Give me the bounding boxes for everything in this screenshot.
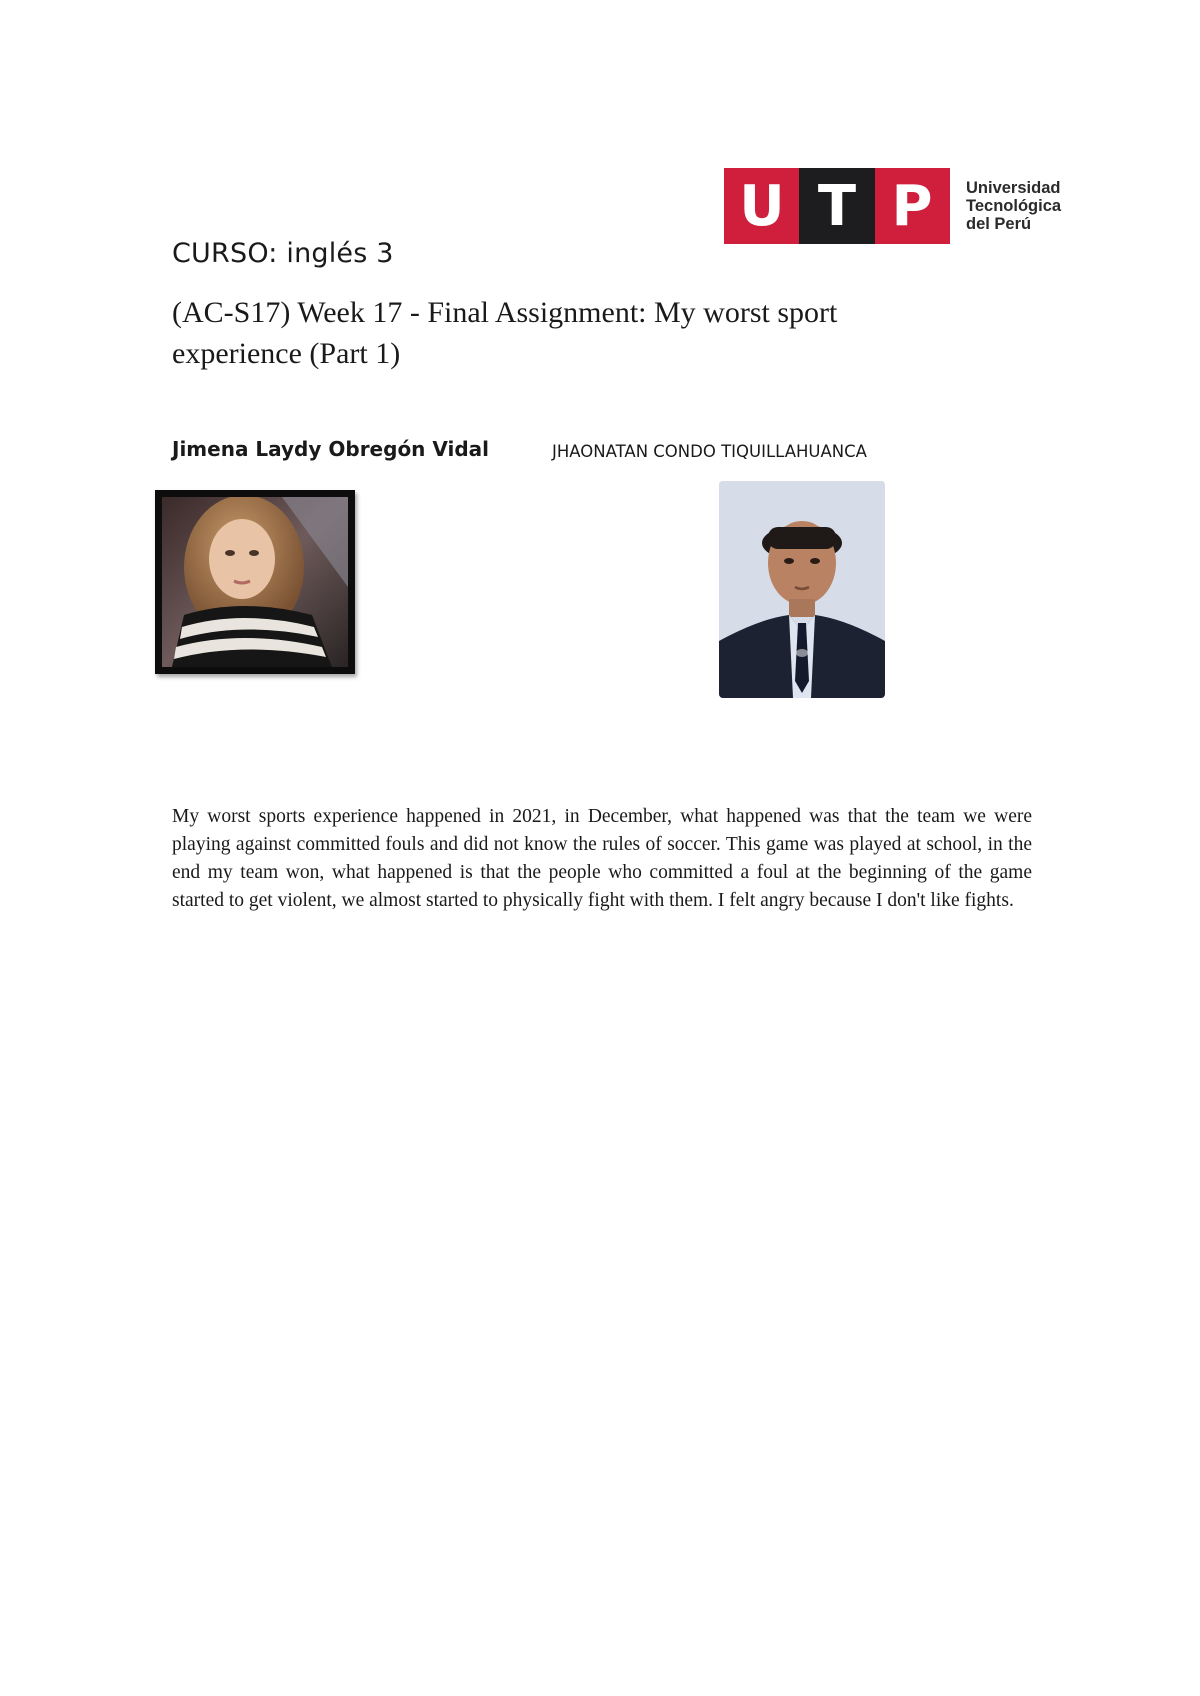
assignment-title: (AC-S17) Week 17 - Final Assignment: My worst sport experience (Part 1) [172, 296, 838, 370]
student-photo-2-image [719, 481, 885, 698]
logo-line-1: Universidad [966, 179, 1061, 197]
student-name-1: Jimena Laydy Obregón Vidal [172, 437, 490, 461]
logo-line-3: del Perú [966, 215, 1032, 233]
student-photo-2 [719, 481, 885, 698]
student-photo-1-image [162, 497, 348, 667]
student-name-2: JHAONATAN CONDO TIQUILLAHUANCA [552, 442, 867, 461]
essay-paragraph: My worst sports experience happened in 2021, in December, what happened was that the team we were playing against committed fouls and did not know the rules of soccer. This game was played at school, in the end my team won, what happened is that the people who committed a foul at the beginning of the game started to get violent, we almost started to physically fight with them. I felt angry because I don't like fights. [172, 806, 1032, 911]
student-photo-1 [155, 490, 355, 674]
logo-line-2: Tecnológica [966, 197, 1062, 215]
logo-letter-p: P [891, 173, 933, 239]
utp-logo [724, 168, 1074, 244]
utp-logo-wordmark [966, 179, 1061, 233]
logo-letter-t: T [799, 168, 875, 244]
logo-letter-u: U [739, 173, 785, 239]
course-heading: CURSO: inglés 3 [172, 238, 394, 269]
utp-logo-mark [724, 168, 950, 244]
